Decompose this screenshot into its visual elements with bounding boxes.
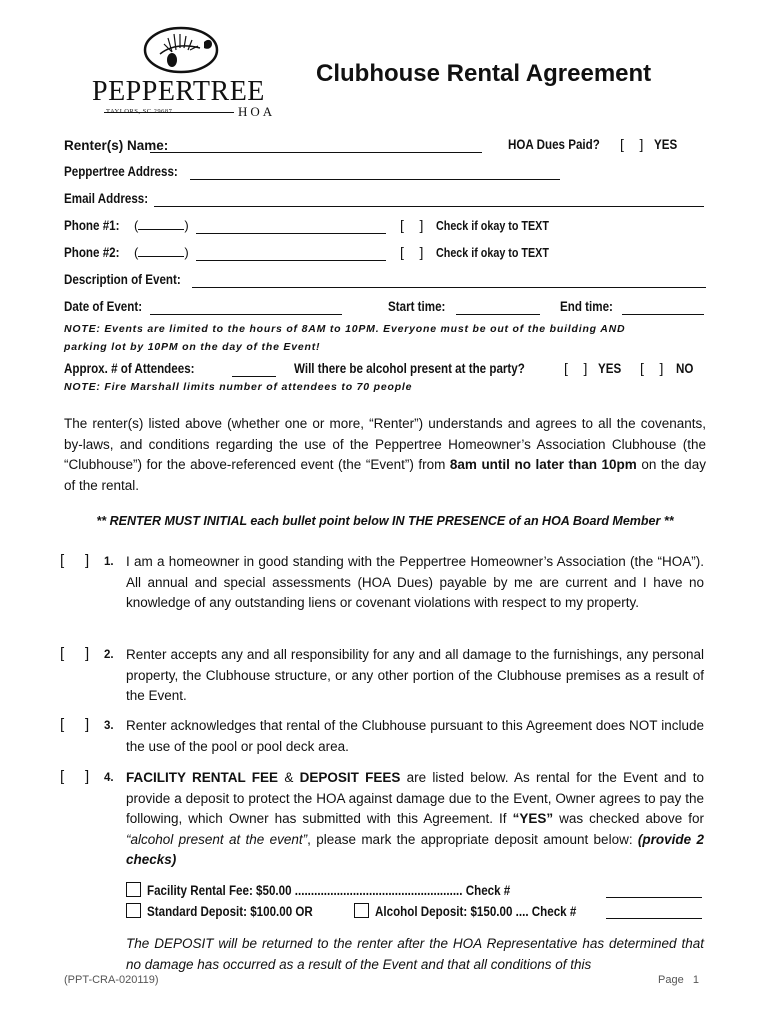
peppertree-logo bbox=[92, 24, 282, 120]
item2-number: 2. bbox=[104, 649, 114, 661]
end-time-field[interactable] bbox=[622, 301, 704, 315]
item3-initial-box[interactable]: [ ] bbox=[60, 716, 90, 733]
standard-deposit-checkbox[interactable] bbox=[126, 903, 141, 918]
item2-initial-box[interactable]: [ ] bbox=[60, 645, 90, 662]
intro-paragraph: The renter(s) listed above (whether one or more, “Renter”) understands and agrees to all the covenants, by-laws, and conditions regarding the use of the Peppertree Homeowner’s Association Clubhouse (the “Clubhouse”) for the above-referenced event (the “Event”) from 8am until no later than 10pm on the day of the rental. bbox=[64, 416, 706, 493]
phone2-text-checkbox[interactable]: [ ] bbox=[400, 244, 424, 260]
start-time-field[interactable] bbox=[456, 301, 540, 315]
pine-branch-logo-icon bbox=[140, 24, 222, 76]
initial-instruction: ** RENTER MUST INITIAL each bullet point below IN THE PRESENCE of an HOA Board Member ** bbox=[96, 514, 674, 528]
phone1-field[interactable] bbox=[196, 220, 386, 234]
attendees-field[interactable] bbox=[232, 363, 276, 377]
hours-note-line1: NOTE: Events are limited to the hours of 8AM to 10PM. Everyone must be out of the building AND bbox=[64, 323, 626, 335]
item3-text: Renter acknowledges that rental of the Clubhouse pursuant to this Agreement does NOT include the use of the pool or pool deck area. bbox=[126, 718, 704, 754]
alcohol-question: Will there be alcohol present at the party? bbox=[294, 361, 525, 376]
phone2-field[interactable] bbox=[196, 247, 386, 261]
logo-name: PEPPERTREE bbox=[92, 76, 265, 107]
standard-deposit-row bbox=[126, 903, 340, 921]
item2-text: Renter accepts any and all responsibility for any and all damage to the furnishings, any personal property, the Clubhouse structure, or any other portion of the Clubhouse premises as a result of the Event. bbox=[126, 647, 704, 703]
email-field[interactable] bbox=[154, 193, 704, 207]
date-field[interactable] bbox=[150, 301, 342, 315]
alcohol-no-checkbox[interactable]: [ ] bbox=[640, 360, 664, 376]
phone1-label: Phone #1: bbox=[64, 218, 120, 233]
hours-note-line2: parking lot by 10PM on the day of the Event! bbox=[64, 341, 321, 353]
description-field[interactable] bbox=[192, 274, 706, 288]
phone2-label: Phone #2: bbox=[64, 245, 120, 260]
facility-fee-label: Facility Rental Fee: $50.00 .................................................... Check # bbox=[147, 883, 511, 898]
page-title: Clubhouse Rental Agreement bbox=[316, 60, 652, 87]
email-label: Email Address: bbox=[64, 191, 149, 206]
item1-text: I am a homeowner in good standing with the Peppertree Homeowner’s Association (the “HOA”). All annual and special assessments (HOA Dues) payable by me are current and I have no knowledge of any outstanding liens or covenant violations with respect to my property. bbox=[126, 554, 704, 610]
address-field[interactable] bbox=[190, 166, 560, 180]
item4-initial-box[interactable]: [ ] bbox=[60, 768, 90, 785]
hoa-dues-checkbox[interactable]: [ ] bbox=[620, 136, 644, 152]
footer-page: Page 1 bbox=[654, 974, 699, 986]
item1-number: 1. bbox=[104, 556, 114, 568]
renter-name-label: Renter(s) Name: bbox=[64, 138, 169, 153]
date-label: Date of Event: bbox=[64, 299, 143, 314]
start-time-label: Start time: bbox=[388, 299, 446, 314]
end-time-label: End time: bbox=[560, 299, 613, 314]
facility-fee-checkbox[interactable] bbox=[126, 882, 141, 897]
deposit-return-note: The DEPOSIT will be returned to the renter after the HOA Representative has determined that no damage has occurred as a result of the Event and that all conditions of this bbox=[126, 936, 704, 972]
address-label: Peppertree Address: bbox=[64, 164, 178, 179]
hoa-dues-label: HOA Dues Paid? bbox=[508, 137, 600, 152]
footer-code: (PPT-CRA-020119) bbox=[64, 974, 163, 986]
alcohol-deposit-row bbox=[354, 903, 609, 921]
phone2-text-label: Check if okay to TEXT bbox=[436, 246, 549, 260]
alcohol-deposit-label: Alcohol Deposit: $150.00 .... Check # bbox=[375, 904, 577, 919]
alcohol-deposit-checkbox[interactable] bbox=[354, 903, 369, 918]
alcohol-yes-label: YES bbox=[598, 361, 622, 376]
phone1-text-label: Check if okay to TEXT bbox=[436, 219, 549, 233]
facility-check-number-field[interactable] bbox=[606, 884, 702, 898]
alcohol-no-label: NO bbox=[676, 361, 694, 376]
phone1-text-checkbox[interactable]: [ ] bbox=[400, 217, 424, 233]
description-label: Description of Event: bbox=[64, 272, 181, 287]
standard-deposit-label: Standard Deposit: $100.00 OR bbox=[147, 904, 313, 919]
deposit-check-number-field[interactable] bbox=[606, 905, 702, 919]
logo-location: TAYLORS, SC 29687 bbox=[106, 108, 173, 115]
hoa-dues-yes: YES bbox=[654, 137, 678, 152]
attendees-note: NOTE: Fire Marshall limits number of attendees to 70 people bbox=[64, 381, 413, 393]
alcohol-yes-checkbox[interactable]: [ ] bbox=[564, 360, 588, 376]
item4-text: FACILITY RENTAL FEE & DEPOSIT FEES are listed below. As rental for the Event and to provide a deposit to protect the HOA against damage due to the Event, Owner agrees to pay the following, which Owner has submitted with this Agreement. If “YES” was checked above for “alcohol present at the event”, please mark the appropriate deposit amount below: (provide 2 checks) bbox=[126, 770, 704, 867]
facility-fee-row bbox=[126, 882, 569, 900]
attendees-label: Approx. # of Attendees: bbox=[64, 361, 195, 376]
logo-hoa: HOA bbox=[238, 104, 276, 119]
renter-name-field[interactable] bbox=[150, 139, 482, 153]
item3-number: 3. bbox=[104, 720, 114, 732]
item4-number: 4. bbox=[104, 772, 114, 784]
item1-initial-box[interactable]: [ ] bbox=[60, 552, 90, 569]
